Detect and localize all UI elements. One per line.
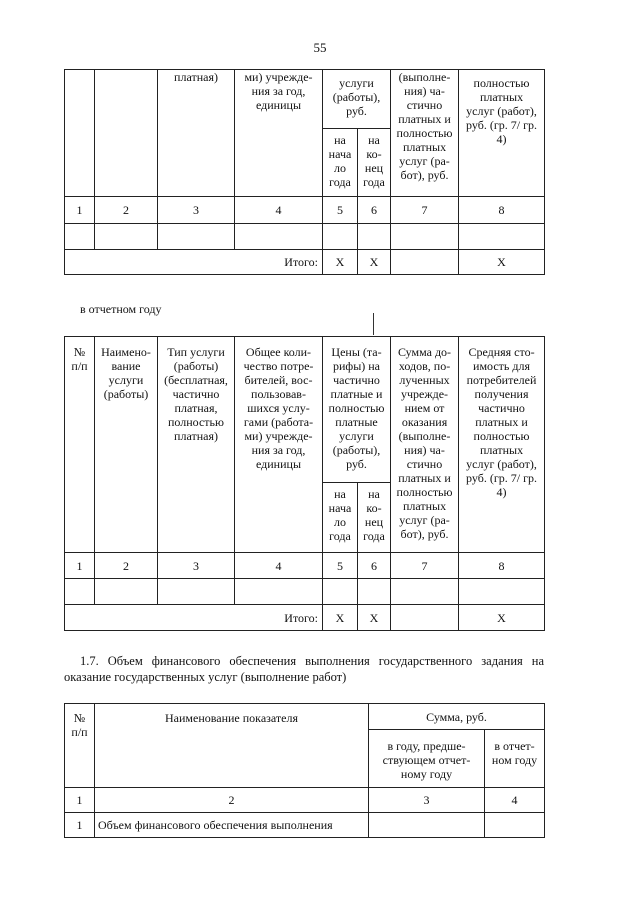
table2-header-prices: Цены (та- рифы) на частично платные и полностью платные услуги (работы), руб.	[323, 337, 391, 483]
table1-header-col4: ми) учрежде- ния за год, единицы	[235, 70, 323, 197]
table2-num-8: 8	[459, 553, 545, 579]
table1-num-1: 1	[65, 197, 95, 224]
table3-number-row	[65, 788, 545, 813]
table1-header-col1	[65, 70, 95, 197]
table1-num-4: 4	[235, 197, 323, 224]
table1-num-2: 2	[95, 197, 158, 224]
table1-num-6: 6	[358, 197, 391, 224]
table2-number-row	[65, 553, 545, 579]
table2-header-col7: Сумма до- ходов, по- лученных учрежде- нием от оказания (выполне- ния) ча- стично платных и полностью платных услуг (ра- бот), руб.	[391, 337, 459, 553]
table3-row1-current	[485, 813, 545, 838]
table3-num-4: 4	[485, 788, 545, 813]
table1-num-5: 5	[323, 197, 358, 224]
table1-num-3: 3	[158, 197, 235, 224]
table3-num-1: 1	[65, 788, 95, 813]
table3-header-col4: в отчет- ном году	[485, 730, 545, 788]
table3-row-1	[65, 813, 545, 838]
financing-table	[64, 703, 545, 838]
table1-header-prices: услуги (работы), руб.	[323, 70, 391, 129]
table2-header-col2: Наимено- вание услуги (работы)	[95, 337, 158, 553]
table3-header-col3: в году, предше- ствующем отчет- ному году	[369, 730, 485, 788]
table1-empty-row	[65, 224, 545, 250]
table2-x-6: X	[358, 605, 391, 631]
table3-row1-label: Объем финансового обеспечения выполнения	[95, 813, 369, 838]
table2-num-2: 2	[95, 553, 158, 579]
table2-header-col3: Тип услуги (работы) (бесплатная, частично платная, полностью платная)	[158, 337, 235, 553]
table3-header-col1: № п/п	[65, 704, 95, 788]
table2-total-label: Итого:	[65, 605, 323, 631]
pen-mark	[373, 313, 374, 335]
table3-num-3: 3	[369, 788, 485, 813]
table1-total-label: Итого:	[65, 250, 323, 275]
table1-header-col2	[95, 70, 158, 197]
table3-header-sum: Сумма, руб.	[369, 704, 545, 730]
table1-header-col5: на нача ло года	[323, 129, 358, 197]
table2-header-col4: Общее коли- чество потре- бителей, вос- пользовав- шихся услу- гами (работа- ми) учрежде- ния за год, единицы	[235, 337, 323, 553]
table2-x-5: X	[323, 605, 358, 631]
table1-header-col3: платная)	[158, 70, 235, 197]
table2-header-col5: на нача ло года	[323, 483, 358, 553]
table1-num-7: 7	[391, 197, 459, 224]
table3-row1-num: 1	[65, 813, 95, 838]
table2-num-4: 4	[235, 553, 323, 579]
table2-num-5: 5	[323, 553, 358, 579]
table2-header-col1: № п/п	[65, 337, 95, 553]
consumers-table-previous-year	[64, 69, 545, 275]
page-number: 55	[313, 40, 327, 55]
table2-total-col7	[391, 605, 459, 631]
section-label-current-year: в отчетном году	[80, 302, 162, 316]
table2-num-6: 6	[358, 553, 391, 579]
table3-header-col2: Наименование показателя	[95, 704, 369, 788]
section-1-7-heading: 1.7. Объем финансового обеспечения выполнения государственного задания на оказание государственных услуг (выполнение работ)	[64, 654, 544, 684]
table1-number-row	[65, 197, 545, 224]
table1-x-6: X	[358, 250, 391, 275]
table3-row1-prev	[369, 813, 485, 838]
table2-empty-row	[65, 579, 545, 605]
table1-num-8: 8	[459, 197, 545, 224]
table2-header-col8: Средняя сто- имость для потребителей получения частично платных и полностью платных услуг (работ), руб. (гр. 7/ гр. 4)	[459, 337, 545, 553]
table1-total-col7	[391, 250, 459, 275]
table1-total-row	[65, 250, 545, 275]
table1-header-col7: (выполне- ния) ча- стично платных и полностью платных услуг (ра- бот), руб.	[391, 70, 459, 197]
table2-header-col6: на ко- нец года	[358, 483, 391, 553]
table1-header-col6: на ко- нец года	[358, 129, 391, 197]
table2-x-8: X	[459, 605, 545, 631]
table1-x-8: X	[459, 250, 545, 275]
table2-num-3: 3	[158, 553, 235, 579]
consumers-table-current-year	[64, 336, 545, 631]
table1-x-5: X	[323, 250, 358, 275]
table3-num-2: 2	[95, 788, 369, 813]
table1-header-col8: полностью платных услуг (работ), руб. (гр. 7/ гр. 4)	[459, 70, 545, 197]
table2-total-row	[65, 605, 545, 631]
table2-num-1: 1	[65, 553, 95, 579]
table2-num-7: 7	[391, 553, 459, 579]
